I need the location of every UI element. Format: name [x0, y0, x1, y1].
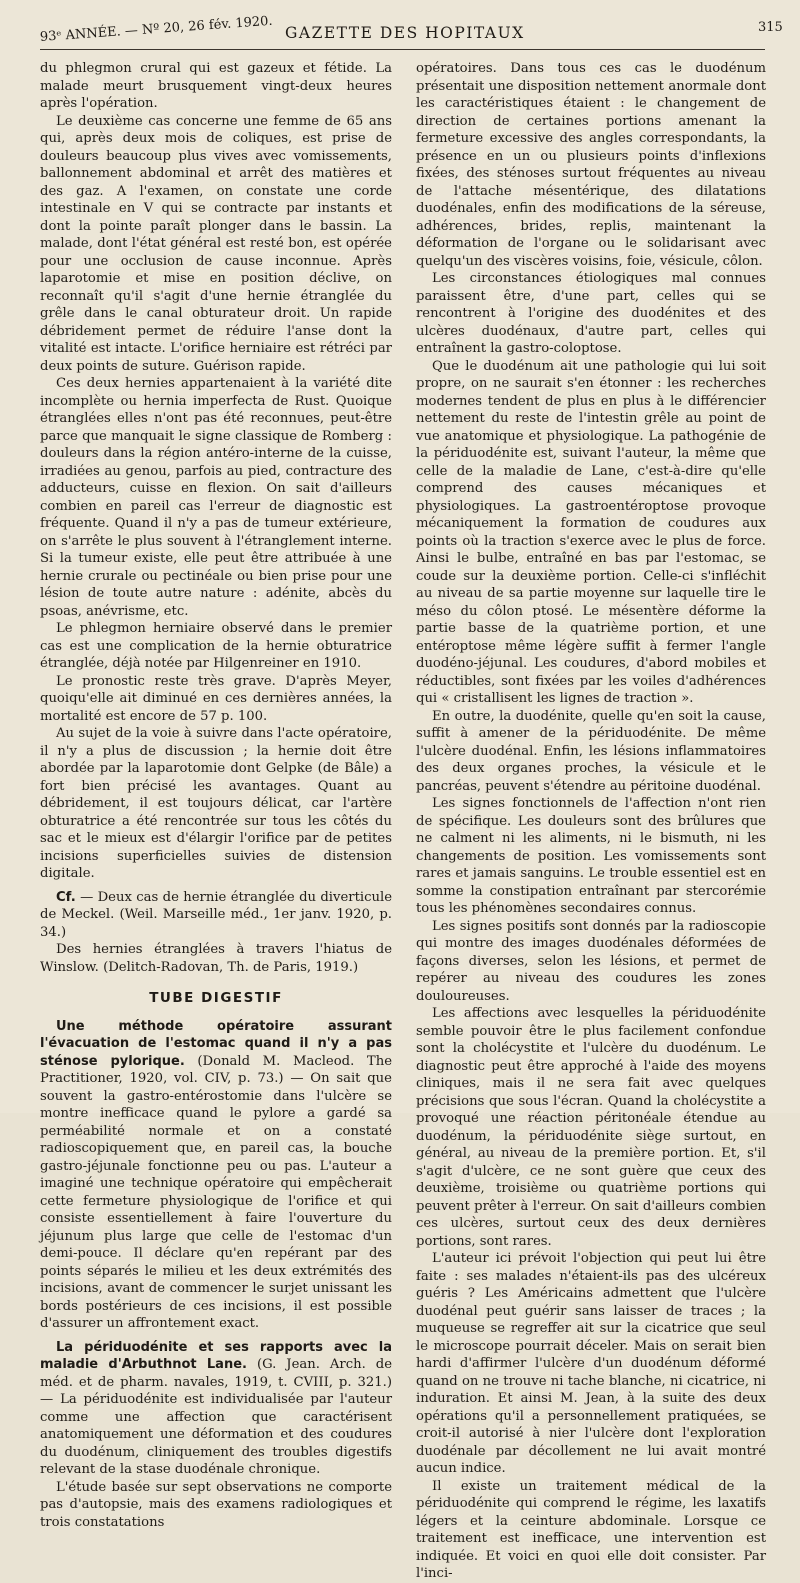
- article-1: [40, 1018, 392, 1333]
- paragraph: Au sujet de la voie à suivre dans l'acte opératoire, il n'y a plus de discussion ; la hernie doit être abordée par la laparotomie dont Gelpke (de Bâle) a fort bien précisé les avantages. Quant au débridement, il est toujours délicat, car l'artère obturatrice a été rencontrée sur tous les côtés du sac et le mieux est d'élargir l'orifice par de petites incisions superficielles suivies de distension digitale.: [40, 726, 392, 881]
- section-title: TUBE DIGESTIF: [149, 990, 283, 1006]
- paragraph: En outre, la duodénite, quelle qu'en soit la cause, suffit à amener de la périduodénite. De même l'ulcère duodénal. Enfin, les lésions inflammatoires des deux organes proches, la vésicule et le pancréas, peuvent s'étendre au péritoine duodénal.: [416, 708, 766, 794]
- cf-reference-2: Des hernies étranglées à travers l'hiatus de Winslow. (Delitch-Radovan, Th. de Paris, 1919.): [40, 942, 392, 975]
- cf-reference: [40, 889, 392, 942]
- article-2: [40, 1339, 392, 1479]
- paragraph: Les circonstances étiologiques mal connues paraissent être, d'une part, celles qui se rencontrent à l'origine des duodénites et des ulcères duodénaux, d'autre part, celles qui entraînent la gastro-coloptose.: [416, 271, 766, 356]
- paragraph: opératoires. Dans tous ces cas le duodénum présentait une disposition nettement anormale dont les caractéristiques étaient : le changement de direction de certaines portions amenant la fermeture excessive des angles correspondants, la présence en un ou plusieurs points d'inflexions fixées, des sténoses surtout fréquentes au niveau de l'attache mésentérique, des dilatations duodénales, enfin des modifications de la séreuse, adhérences, brides, replis, maintenant la déformation de l'organe ou le solidarisant avec quelqu'un des viscères voisins, foie, vésicule, côlon.: [416, 61, 766, 269]
- cf-text: — Deux cas de hernie étranglée du diverticule de Meckel. (Weil. Marseille méd., 1er janv. 1920, p. 34.): [40, 889, 392, 940]
- cf-label: Cf.: [56, 889, 76, 905]
- paragraph: Le pronostic reste très grave. D'après Meyer, quoiqu'elle ait diminué en ces dernières années, la mortalité est encore de 57 p. 100.: [40, 673, 392, 724]
- paragraph: Ces deux hernies appartenaient à la variété dite incomplète ou hernia imperfecta de Rust. Quoique étranglées elles n'ont pas été reconnues, peut-être parce que manquait le signe classique de Romberg : douleurs dans la région antéro-interne de la cuisse, irradiées au genou, parfois au pied, contracture des adducteurs, cuisse en flexion. On sait d'ailleurs combien en pareil cas l'erreur de diagnostic est fréquente. Quand il n'y a pas de tumeur extérieure, on s'arrête le plus souvent à l'étranglement interne. Si la tumeur existe, elle peut être attribuée à une hernie crurale ou pectinéale ou bien prise pour une lésion de toute autre nature : adénite, abcès du psoas, anévrisme, etc.: [40, 376, 392, 619]
- paragraph: Les signes fonctionnels de l'affection n'ont rien de spécifique. Les douleurs sont des brûlures que ne calment ni les aliments, ni le bismuth, ni les changements de position. Les vomissements sont rares et jamais sanguins. Le trouble essentiel est en somme la constipation entraînant par stercorémie tous les phénomènes secondaires connus.: [416, 796, 766, 916]
- right-column: [416, 60, 766, 1583]
- journal-title: GAZETTE DES HOPITAUX: [285, 24, 525, 42]
- header-rule: [40, 49, 765, 50]
- page-number: 315: [758, 20, 783, 35]
- paragraph: L'auteur ici prévoit l'objection qui peut lui être faite : ses malades n'étaient-ils pas des ulcéreux guéris ? Les Américains admettent que l'ulcère duodénal peut guérir sans laisser de traces ; la muqueuse se regreffer ait sur la cicatrice que seul le microscope pourrait déceler. Mais on serait bien hardi d'affirmer l'ulcère d'un duodénum déformé quand on ne trouve ni tache blanche, ni cicatrice, ni induration. Et ainsi M. Jean, à la suite des deux opérations qu'il a personnellement pratiquées, se croit-il autorisé à nier l'ulcère dont l'exploration duodénale par décollement ne lui avait montré aucun indice.: [416, 1251, 766, 1476]
- issue-line: 93ᵉ ANNÉE. — Nº 20, 26 fév. 1920.: [39, 13, 274, 45]
- paragraph: L'étude basée sur sept observations ne comporte pas d'autopsie, mais des examens radiologiques et trois constatations: [40, 1479, 392, 1530]
- paragraph: Il existe un traitement médical de la périduodénite qui comprend le régime, les laxatifs légers et la ceinture abdominale. Lorsque ce traitement est inefficace, une intervention est indiquée. Et voici en quoi elle doit consister. Par l'inci-: [416, 1478, 766, 1581]
- paragraph: Les signes positifs sont donnés par la radioscopie qui montre des images duodénales déformées de façons diverses, selon les lésions, et permet de repérer au niveau des coudures les zones douloureuses.: [416, 918, 766, 1004]
- left-column: [40, 60, 392, 1531]
- paragraph: Que le duodénum ait une pathologie qui lui soit propre, on ne saurait s'en étonner : les recherches modernes tendent de plus en plus à le différencier nettement du reste de l'intestin grêle au point de vue anatomique et physiologique. La pathogénie de la périduodénite est, suivant l'auteur, la même que celle de la maladie de Lane, c'est-à-dire qu'elle comprend des causes mécaniques et physiologiques. La gastroentéroptose provoque mécaniquement la formation de coudures aux points où la traction s'exerce avec le plus de force. Ainsi le bulbe, entraîné en bas par l'estomac, se coude sur la deuxième portion. Celle-ci s'infléchit au niveau de sa partie moyenne sur laquelle tire le méso du côlon ptosé. Le mésentère déforme la partie basse de la quatrième portion, et une entéroptose même légère suffit à fermer l'angle duodéno-jéjunal. Les coudures, d'abord mobiles et réductibles, sont fixées par les voiles d'adhérences qui « cristallisent les lignes de traction ».: [416, 358, 766, 706]
- paragraph: Les affections avec lesquelles la périduodénite semble pouvoir être le plus facilement confondue sont la cholécystite et l'ulcère du duodénum. Le diagnostic peut être approché à l'aide des moyens cliniques, mais il ne sera fait avec quelques précisions que sous l'écran. Quand la cholécystite a provoqué une réaction péritonéale étendue au duodénum, la périduodénite siège surtout, en général, au niveau de la première portion. Et, s'il s'agit d'ulcère, ce ne sont guère que ceux des deuxième, troisième ou quatrième portions qui peuvent prêter à l'erreur. On sait d'ailleurs combien ces ulcères, surtout ceux des deux dernières portions, sont rares.: [416, 1006, 766, 1249]
- paragraph: du phlegmon crural qui est gazeux et fétide. La malade meurt brusquement vingt-deux heures après l'opération.: [40, 61, 392, 111]
- article-2-title: La périduodénite et ses rapports avec la maladie d'Arbuthnot Lane.: [40, 1339, 392, 1372]
- article-1-title: Une méthode opératoire assurant l'évacuation de l'estomac quand il n'y a pas sténose pylorique.: [40, 1018, 392, 1069]
- paragraph: Le deuxième cas concerne une femme de 65 ans qui, après deux mois de coliques, est prise de douleurs beaucoup plus vives avec vomissements, ballonnement abdominal et arrêt des matières et des gaz. A l'examen, on constate une corde intestinale en V qui se contracte par instants et dont la pointe paraît plonger dans le bassin. La malade, dont l'état général est resté bon, est opérée pour une occlusion de cause inconnue. Après laparotomie et mise en position déclive, on reconnaît qu'il s'agit d'une hernie étranglée du grêle dans le canal obturateur droit. Un rapide débridement permet de réduire l'anse dont la vitalité est intacte. L'orifice herniaire est rétréci par deux points de suture. Guérison rapide.: [40, 113, 392, 374]
- article-2-body: (G. Jean. Arch. de méd. et de pharm. navales, 1919, t. CVIII, p. 321.) — La périduodénite est individualisée par l'auteur comme une affection que caractérisent anatomiquement une déformation et des coudures du duodénum, cliniquement des troubles digestifs relevant de la stase duodénale chronique.: [40, 1357, 392, 1477]
- article-1-body: (Donald M. Macleod. The Practitioner, 1920, vol. CIV, p. 73.) — On sait que souvent la gastro-entérostomie dans l'ulcère se montre inefficace quand le pylore a gardé sa perméabilité normale et on a constaté radioscopiquement que, en pareil cas, la bouche gastro-jéjunale fonctionne peu ou pas. L'auteur a imaginé une technique opératoire qui empêcherait cette fermeture physiologique de l'orifice et qui consiste essentiellement à faire l'ouverture du jéjunum plus large que celle de l'estomac d'un demi-pouce. Il déclare qu'en repérant par des points séparés le milieu et les deux extrémités des incisions, avant de commencer le surjet unissant les bords postérieurs de ces incisions, il est possible d'assurer un affrontement exact.: [40, 1053, 392, 1331]
- page-header: [0, 0, 800, 50]
- paragraph: Le phlegmon herniaire observé dans le premier cas est une complication de la hernie obturatrice étranglée, déjà notée par Hilgenreiner en 1910.: [40, 621, 392, 671]
